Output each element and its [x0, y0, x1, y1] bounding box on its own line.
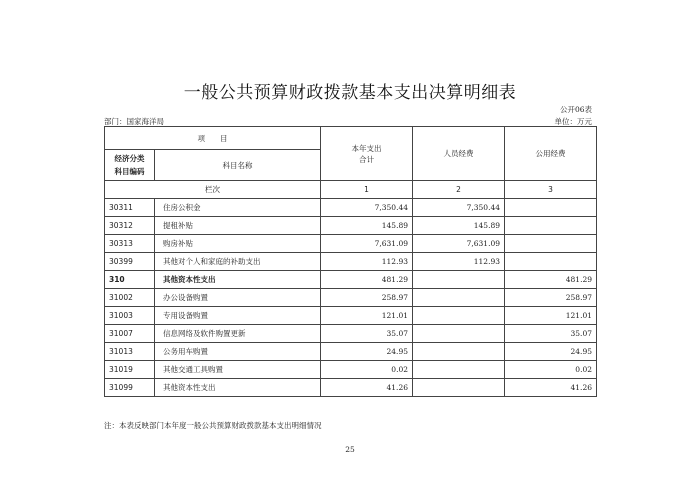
row-name: 信息网络及软件购置更新: [155, 325, 321, 343]
row-total: 35.07: [321, 325, 413, 343]
row-personnel: [413, 361, 505, 379]
row-total: 41.26: [321, 379, 413, 397]
row-public: 24.95: [505, 343, 597, 361]
row-public: [505, 199, 597, 217]
header-row-index: [105, 181, 597, 199]
row-personnel: [413, 379, 505, 397]
header-total-line2: 合计: [359, 154, 374, 164]
table-row: [105, 361, 597, 379]
table-row: [105, 343, 597, 361]
row-personnel: [413, 343, 505, 361]
row-code: 31099: [105, 379, 155, 397]
row-code: 310: [105, 271, 155, 289]
row-code: 30311: [105, 199, 155, 217]
row-personnel: 145.89: [413, 217, 505, 235]
row-name: 购房补贴: [155, 235, 321, 253]
row-personnel: 7,350.44: [413, 199, 505, 217]
row-public: 41.26: [505, 379, 597, 397]
row-code: 31007: [105, 325, 155, 343]
header-econ-code: [105, 150, 155, 181]
row-name: 办公设备购置: [155, 289, 321, 307]
row-personnel: [413, 289, 505, 307]
table-row: [105, 307, 597, 325]
header-col1: 1: [321, 181, 413, 199]
row-name: 公务用车购置: [155, 343, 321, 361]
row-personnel: [413, 325, 505, 343]
header-econ-code-line2: 科目编码: [114, 167, 145, 176]
row-public: 0.02: [505, 361, 597, 379]
row-total: 258.97: [321, 289, 413, 307]
row-name: 其他对个人和家庭的补助支出: [155, 253, 321, 271]
row-name: 其他交通工具购置: [155, 361, 321, 379]
row-total: 0.02: [321, 361, 413, 379]
row-total: 112.93: [321, 253, 413, 271]
row-public: [505, 235, 597, 253]
table-row: [105, 253, 597, 271]
row-total: 24.95: [321, 343, 413, 361]
row-code: 30312: [105, 217, 155, 235]
table-row: [105, 289, 597, 307]
table-row: [105, 379, 597, 397]
row-name: 其他资本性支出: [155, 379, 321, 397]
header-total: [321, 127, 413, 181]
row-personnel: 112.93: [413, 253, 505, 271]
row-code: 31013: [105, 343, 155, 361]
row-total: 481.29: [321, 271, 413, 289]
header-total-line1: 本年支出: [351, 143, 382, 153]
table-row: [105, 325, 597, 343]
row-code: 30313: [105, 235, 155, 253]
header-public: 公用经费: [505, 127, 597, 181]
unit-label: 单位：万元: [554, 117, 592, 126]
row-name: 其他资本性支出: [155, 271, 321, 289]
row-code: 31002: [105, 289, 155, 307]
row-total: 145.89: [321, 217, 413, 235]
expenditure-table: [104, 126, 597, 397]
header-econ-code-line1: 经济分类: [114, 154, 145, 163]
row-code: 30399: [105, 253, 155, 271]
table-row: [105, 235, 597, 253]
header-personnel: 人员经费: [413, 127, 505, 181]
header-row-index-label: 栏次: [105, 181, 321, 199]
row-public: [505, 217, 597, 235]
header-col3: 3: [505, 181, 597, 199]
row-total: 7,350.44: [321, 199, 413, 217]
row-code: 31003: [105, 307, 155, 325]
header-subject-name: 科目名称: [155, 150, 321, 181]
row-public: 258.97: [505, 289, 597, 307]
header-col2: 2: [413, 181, 505, 199]
row-public: 481.29: [505, 271, 597, 289]
department-label: 部门：国家海洋局: [104, 117, 164, 126]
page-number: 25: [345, 445, 355, 454]
table-row: [105, 199, 597, 217]
row-name: 提租补贴: [155, 217, 321, 235]
row-personnel: [413, 307, 505, 325]
row-personnel: [413, 271, 505, 289]
table-note: 注：本表反映部门本年度一般公共预算财政拨款基本支出明细情况: [104, 421, 322, 430]
row-code: 31019: [105, 361, 155, 379]
row-personnel: 7,631.09: [413, 235, 505, 253]
row-public: 121.01: [505, 307, 597, 325]
row-name: 住房公积金: [155, 199, 321, 217]
table-row: [105, 217, 597, 235]
form-number: 公开06表: [559, 105, 592, 114]
header-row-top: [105, 127, 597, 150]
row-name: 专用设备购置: [155, 307, 321, 325]
page-title: 一般公共预算财政拨款基本支出决算明细表: [183, 83, 517, 103]
row-public: 35.07: [505, 325, 597, 343]
table-row: [105, 271, 597, 289]
header-item: 项 目: [105, 127, 321, 150]
row-public: [505, 253, 597, 271]
row-total: 7,631.09: [321, 235, 413, 253]
row-total: 121.01: [321, 307, 413, 325]
